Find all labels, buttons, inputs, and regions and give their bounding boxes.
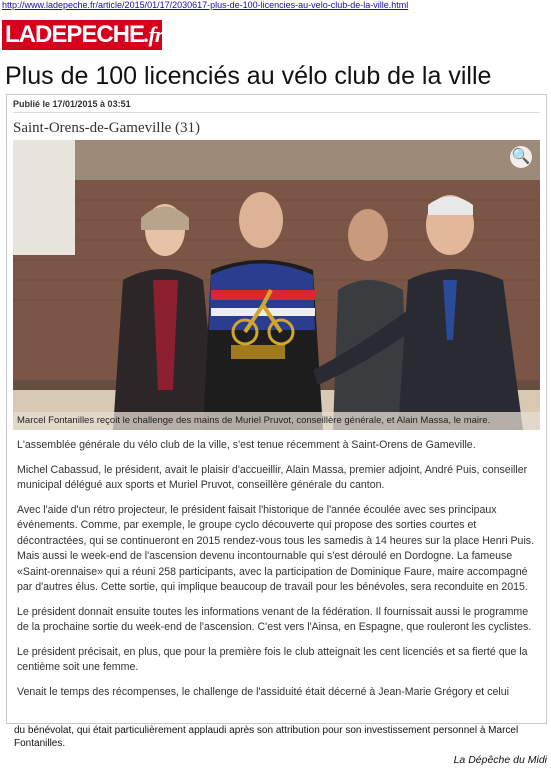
publish-date: Publié le 17/01/2015 à 03:51 — [13, 99, 131, 109]
paragraph: Venait le temps des récompenses, le challenge de l'assiduité était décerné à Jean-Marie Grégory et celui — [17, 685, 509, 698]
article-body — [17, 438, 537, 709]
page-headline: Plus de 100 licenciés au vélo club de la ville — [5, 62, 492, 90]
divider — [13, 112, 540, 113]
paragraph: Le président donnait ensuite toutes les informations venant de la fédération. Il fournissait aussi le programme de la prochaine sortie du week-end de l'ascension. C'est vers l'Ainsa, en Espagne, que rouleront les cyclistes. — [17, 605, 532, 633]
logo-name: LADEPECHE — [5, 21, 145, 48]
paragraph: Le président précisait, en plus, que pour la première fois le club atteignait les cent licenciés et sa fierté que la centième soit une femme. — [17, 645, 528, 673]
photo-caption: Marcel Fontanilles reçoit le challenge des mains de Muriel Pruvot, conseillère générale, et Alain Massa, le maire. — [13, 412, 540, 430]
magnifier-icon[interactable]: 🔍 — [510, 146, 532, 168]
paragraph: Michel Cabassud, le président, avait le plaisir d'accueillir, Alain Massa, premier adjoint, André Puis, conseiller municipal délégué aux sports et Muriel Pruvot, conseillère générale du canton. — [17, 463, 528, 491]
paragraph: L'assemblée générale du vélo club de la ville, s'est tenue récemment à Saint-Orens de Gameville. — [17, 439, 476, 451]
article-url[interactable]: http://www.ladepeche.fr/article/2015/01/17/2030617-plus-de-100-licencies-au-velo-club-de-la-ville.html — [2, 0, 409, 10]
article-photo[interactable] — [13, 140, 540, 430]
source-credit: La Dépêche du Midi — [453, 754, 547, 766]
paragraph: Avec l'aide d'un rétro projecteur, le président faisait l'historique de l'année écoulée avec ses principaux événements. Comme, par exemple, le groupe cyclo découverte qui propose des sorties courtes et décontractées, qui se continueront en 2015 rendez-vous tous les samedis à 14 heures sur la place Henri Puis. Mais aussi le week-end de l'ascension devenu incontournable qui s'est déroulé en Dordogne. La fameuse «Saint-orennaise» qui a réuni 258 participants, avec la participation de Dominique Faure, maire accompagné par d'autres élus. Cette sortie, qui implique beaucoup de travail pour les bénévoles, sera reconduite en 2015. — [17, 503, 535, 593]
ladepeche-logo[interactable] — [2, 20, 162, 50]
photo-scene — [13, 140, 540, 430]
logo-suffix: .fr — [144, 22, 163, 47]
article-card — [6, 94, 547, 724]
article-location: Saint-Orens-de-Gameville (31) — [13, 120, 201, 136]
article-continuation: du bénévolat, qui était particulièrement applaudi après son attribution pour son investissement personnel à Marcel Fontanilles. — [14, 725, 519, 749]
